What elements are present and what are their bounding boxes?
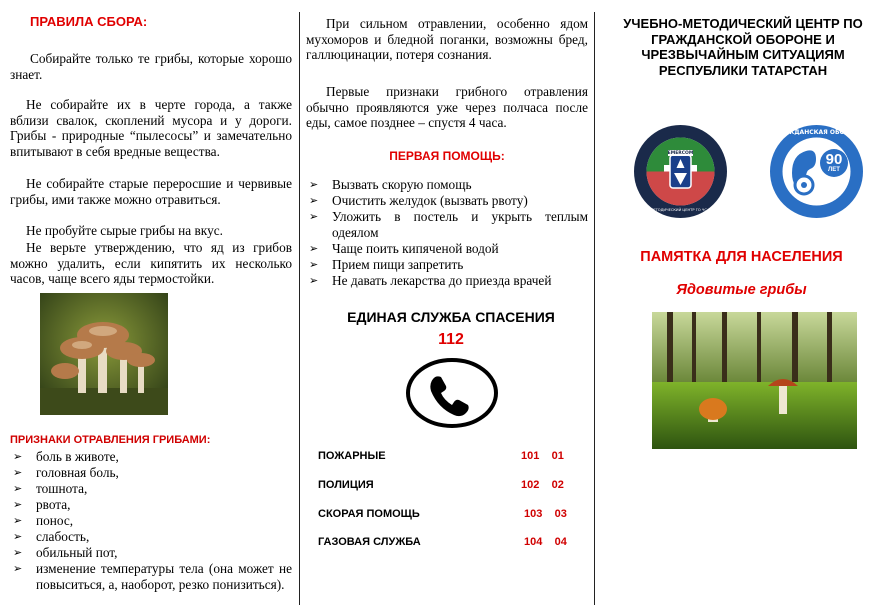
list-item: ➢ Вызвать скорую помощь [306, 177, 588, 193]
memo-subtitle: Ядовитые грибы [676, 282, 807, 298]
phone-icon [405, 357, 499, 429]
phone-service-name: ГАЗОВАЯ СЛУЖБА [318, 536, 421, 548]
emblem-mark: EMERCOM [667, 151, 694, 156]
list-item: ➢ Чаще поить кипяченой водой [306, 241, 588, 257]
phone-service-numbers: 101 01 [521, 450, 564, 462]
first-aid-heading: ПЕРВАЯ ПОМОЩЬ: [389, 149, 505, 163]
phone-service-name: ПОЛИЦИЯ [318, 479, 374, 491]
list-item: ➢ обильный пот, [10, 545, 292, 561]
forest-mushroom-photo [652, 312, 857, 449]
symptoms-list [10, 449, 292, 593]
first-signs-text: Первые признаки грибного отравления обычно проявляются уже через полчаса после еды, самое позднее – спустя 4 часа. [306, 84, 588, 130]
rule-2: Не собирайте их в черте города, а также вблизи свалок, скоплений мусора и у дороги. Грибы - природные “пылесосы” и замечательно впитывают в себя вредные вещества. [10, 97, 292, 159]
severe-poisoning-text: При сильном отравлении, особенно ядом мухоморов и бледной поганки, возможны бред, галлюцинации, потеря сознания. [306, 16, 588, 62]
list-item: ➢ Очистить желудок (вызвать рвоту) [306, 193, 588, 209]
rule-1: Собирайте только те грибы, которые хорошо знает. [10, 51, 292, 82]
first-aid-list [306, 177, 588, 289]
rule-5: Не верьте утверждению, что яд из грибов можно удалить, если кипятить их несколько часов, чаще всего яды термостойки. [10, 240, 292, 286]
phone-service-numbers: 104 04 [521, 536, 567, 548]
phone-row-ambulance [318, 508, 580, 520]
rescue-number: 112 [438, 331, 464, 348]
phone-service-numbers: 102 02 [521, 479, 564, 491]
rules-heading: ПРАВИЛА СБОРА: [30, 14, 148, 29]
list-item: ➢ слабость, [10, 529, 292, 545]
rule-3: Не собирайте старые переросшие и червивые грибы, ими также можно отравиться. [10, 176, 292, 207]
list-item: ➢ понос, [10, 513, 292, 529]
emblem-anniversary-number: 90 [825, 151, 843, 168]
memo-title: ПАМЯТКА ДЛЯ НАСЕЛЕНИЯ [640, 249, 843, 265]
phone-service-numbers: 103 03 [521, 508, 567, 520]
rule-4: Не пробуйте сырые грибы на вкус. [26, 223, 223, 238]
symptoms-heading: ПРИЗНАКИ ОТРАВЛЕНИЯ ГРИБАМИ: [10, 434, 211, 446]
phone-row-fire [318, 450, 580, 462]
list-item: ➢ тошнота, [10, 481, 292, 497]
rescue-service-title: ЕДИНАЯ СЛУЖБА СПАСЕНИЯ [347, 309, 555, 325]
phone-row-police [318, 479, 580, 491]
list-item: ➢ боль в животе, [10, 449, 292, 465]
left-panel [10, 0, 292, 605]
emblem-anniversary-unit: ЛЕТ [828, 167, 840, 173]
civil-defense-90-emblem [770, 125, 863, 218]
phone-row-gas [318, 536, 580, 548]
list-item: ➢ Не давать лекарства до приезда врачей [306, 273, 588, 289]
phone-service-name: СКОРАЯ ПОМОЩЬ [318, 508, 420, 520]
list-item: ➢ головная боль, [10, 465, 292, 481]
list-item: ➢ Уложить в постель и укрыть теплым одеялом [306, 209, 588, 241]
list-item: ➢ рвота, [10, 497, 292, 513]
emblem-ring-text: ГРАЖДАНСКАЯ ОБОРОНА [774, 129, 864, 136]
training-center-emblem [634, 125, 758, 218]
right-panel [600, 0, 883, 605]
mushroom-cluster-photo [40, 293, 168, 415]
org-title: УЧЕБНО-МЕТОДИЧЕСКИЙ ЦЕНТР ПО ГРАЖДАНСКОЙ ОБОРОНЕ И ЧРЕЗВЫЧАЙНЫМ СИТУАЦИЯМ РЕСПУБЛИКИ ТАТАРСТАН [623, 16, 863, 78]
emblem-ring-text: УЧЕБНО-МЕТОДИЧЕСКИЙ ЦЕНТР ГО ЧС · РЕСПУБЛИКА ТАТАРСТАН [634, 208, 758, 212]
phone-service-name: ПОЖАРНЫЕ [318, 450, 386, 462]
list-item: ➢ Прием пищи запретить [306, 257, 588, 273]
list-item: ➢ изменение температуры тела (она может не повыситься, а, наоборот, резко понизиться). [10, 561, 292, 593]
middle-panel [306, 0, 588, 605]
column-divider-left [299, 12, 300, 605]
